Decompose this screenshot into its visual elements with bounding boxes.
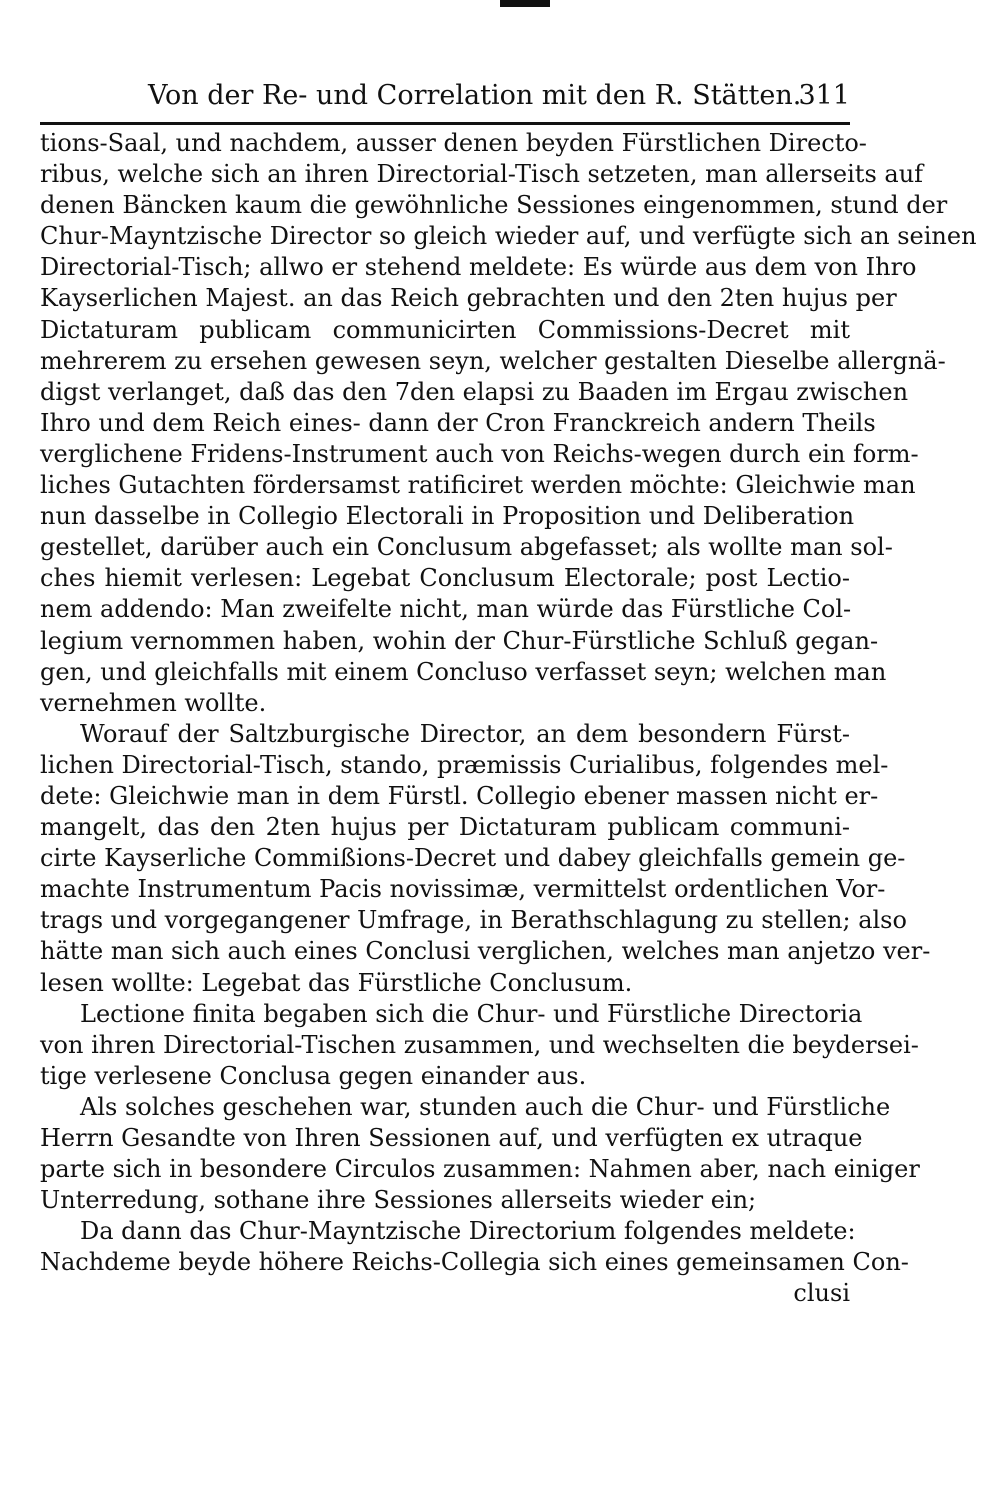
text-line: liches Gutachten fördersamst ratificiret werden möchte: Gleichwie man <box>40 471 916 500</box>
text-line: ches hiemit verlesen: Legebat Conclusum Electorale; post Lectio- <box>40 564 850 593</box>
text-line: Als solches geschehen war, stunden auch die Chur- und Fürstliche <box>80 1092 891 1121</box>
text-line: Da dann das Chur-Mayntzische Directorium folgendes meldete: <box>80 1217 856 1246</box>
text-line: vernehmen wollte. <box>40 688 267 717</box>
page-number: 311 <box>798 80 850 111</box>
text-line: digst verlanget, daß das den 7den elapsi zu Baaden im Ergau zwischen <box>40 377 909 406</box>
page-header <box>40 78 850 118</box>
text-line: Herrn Gesandte von Ihren Sessionen auf, und verfügten ex utraque <box>40 1124 863 1152</box>
text-line: mangelt, das den 2ten hujus per Dictaturam publicam communi- <box>40 813 850 842</box>
text-line: Ihro und dem Reich eines- dann der Cron Franckreich andern Theils <box>40 408 876 437</box>
text-line: Lectione finita begaben sich die Chur- und Fürstliche Directoria <box>80 999 863 1028</box>
text-line: cirte Kayserliche Commißions-Decret und dabey gleichfalls gemein ge- <box>40 844 906 873</box>
text-line: Unterredung, sothane ihre Sessiones allerseits wieder ein; <box>40 1186 757 1215</box>
text-line: mehrerem zu ersehen gewesen seyn, welcher gestalten Dieselbe allergnä- <box>40 346 946 375</box>
text-line: verglichene Fridens-Instrument auch von Reichs-wegen durch ein form- <box>40 439 919 468</box>
text-line: machte Instrumentum Pacis novissimæ, vermittelst ordentlichen Vor- <box>40 875 886 904</box>
text-line: ribus, welche sich an ihren Directorial-Tisch setzeten, man allerseits auf <box>40 160 924 189</box>
text-line: dete: Gleichwie man in dem Fürstl. Collegio ebener massen nicht er- <box>40 781 879 810</box>
text-line: lesen wollte: Legebat das Fürstliche Conclusum. <box>40 968 633 997</box>
text-line: nun dasselbe in Collegio Electorali in Proposition und Deliberation <box>40 502 855 531</box>
text-line: trags und vorgegangener Umfrage, in Berathschlagung zu stellen; also <box>40 906 907 935</box>
text-line: Directorial-Tisch; allwo er stehend meldete: Es würde aus dem von Ihro <box>40 253 917 282</box>
text-line: lichen Directorial-Tisch, stando, præmissis Curialibus, folgendes mel- <box>40 750 889 779</box>
text-line: tige verlesene Conclusa gegen einander aus. <box>40 1061 587 1090</box>
text-line: Kayserlichen Majest. an das Reich gebrachten und den 2ten hujus per <box>40 284 897 313</box>
text-line: denen Bäncken kaum die gewöhnliche Sessiones eingenommen, stund der <box>40 191 948 220</box>
text-line: nem addendo: Man zweifelte nicht, man würde das Fürstliche Col- <box>40 595 852 624</box>
text-line: gen, und gleichfalls mit einem Concluso verfasset seyn; welchen man <box>40 657 887 686</box>
text-line: hätte man sich auch eines Conclusi verglichen, welches man anjetzo ver- <box>40 937 931 966</box>
text-line: Chur-Mayntzische Director so gleich wieder auf, und verfügte sich an seinen <box>40 222 977 251</box>
text-line: legium vernommen haben, wohin der Chur-Fürstliche Schluß gegan- <box>40 626 879 655</box>
top-edge-mark <box>500 0 550 7</box>
text-line: Worauf der Saltzburgische Director, an dem besondern Fürst- <box>80 719 850 748</box>
text-line: von ihren Directorial-Tischen zusammen, und wechselten die beydersei- <box>40 1030 919 1059</box>
header-rule <box>40 122 850 125</box>
text-line: tions-Saal, und nachdem, ausser denen beyden Fürstlichen Directo- <box>40 129 867 157</box>
catchword: clusi <box>793 1279 850 1308</box>
text-line: parte sich in besondere Circulos zusammen: Nahmen aber, nach einiger <box>40 1155 920 1184</box>
text-line: Dictaturam publicam communicirten Commissions-Decret mit <box>40 315 850 344</box>
text-line: Nachdeme beyde höhere Reichs-Collegia sich eines gemeinsamen Con- <box>40 1248 909 1277</box>
running-title: Von der Re- und Correlation mit den R. Stätten. <box>148 80 802 111</box>
body-text <box>40 128 977 1310</box>
text-line: gestellet, darüber auch ein Conclusum abgefasset; als wollte man sol- <box>40 533 893 562</box>
